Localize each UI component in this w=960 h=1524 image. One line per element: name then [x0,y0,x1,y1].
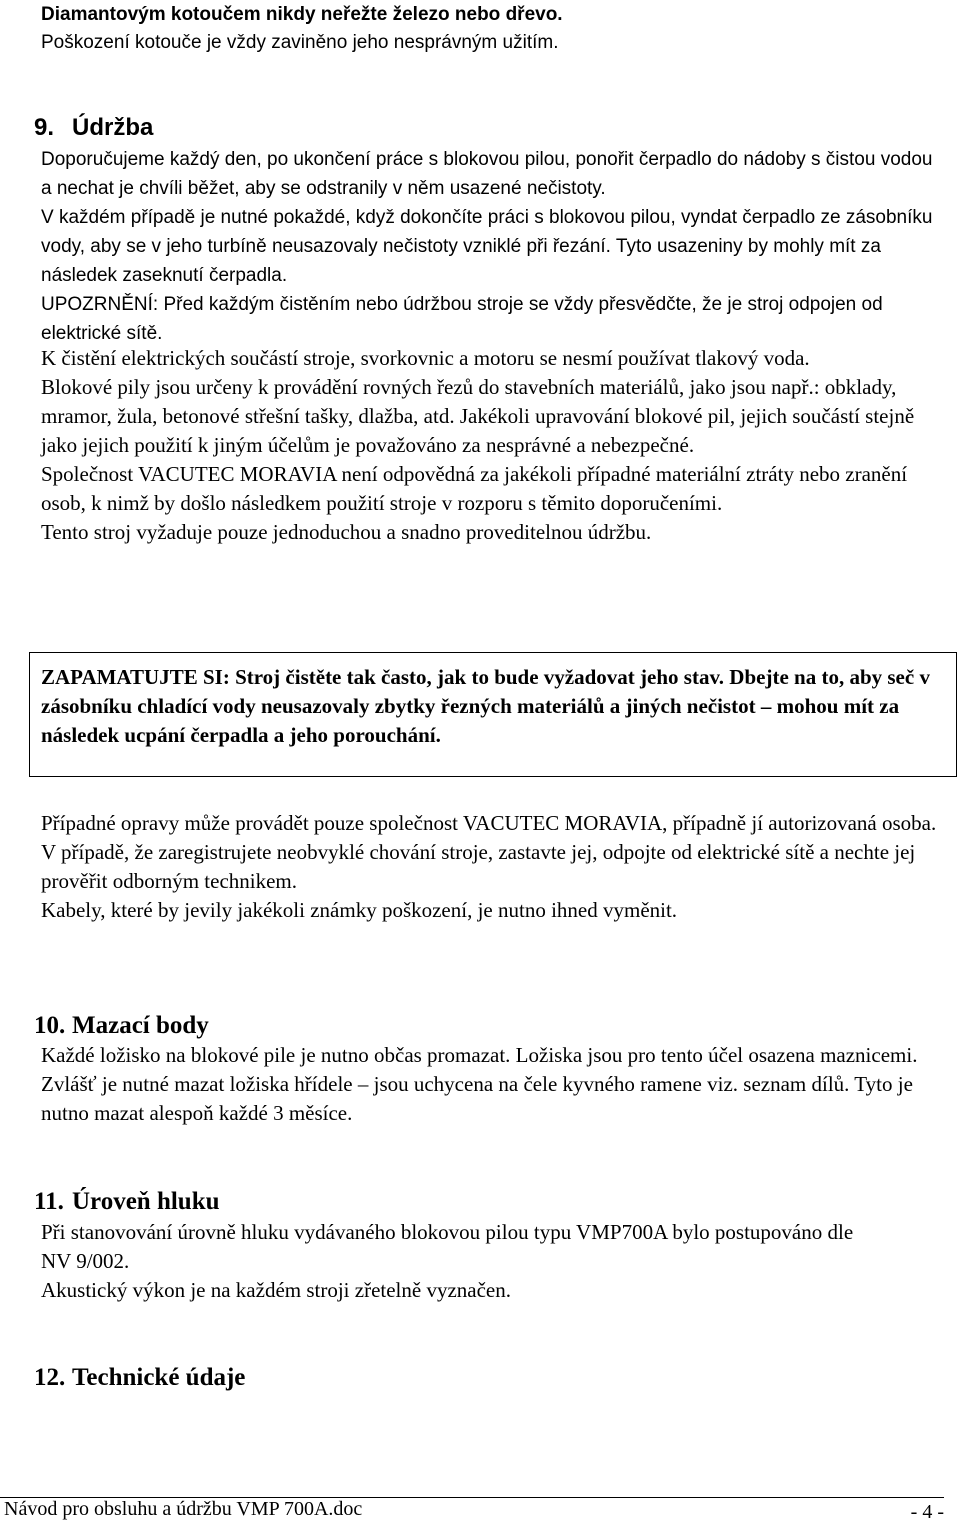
repairs-block [41,809,941,925]
repairs-paragraph-2: V případě, že zaregistrujete neobvyklé chování stroje, zastavte jej, odpojte od elektrické sítě a nechte jej prověřit odborným technikem. [41,840,916,893]
section-12-title: Technické údaje [72,1364,246,1391]
top-warning [41,1,563,57]
section-11-paragraph-1: Při stanovování úrovně hluku vydávaného blokovou pilou typu VMP700A bylo postupováno dle NV 9/002. [41,1220,854,1273]
section-12-heading [34,1363,245,1392]
section-11-body [41,1218,871,1305]
warning-line-2: Poškození kotouče je vždy zaviněno jeho nesprávným užitím. [41,32,559,53]
section-9-paragraph-4: K čistění elektrických součástí stroje, svorkovnic a motoru se nesmí používat tlakový voda. [41,346,810,370]
section-9-heading [34,113,153,142]
warning-line-1: Diamantovým kotoučem nikdy neřežte železo nebo dřevo. [41,4,563,25]
repairs-paragraph-3: Kabely, které by jevily jakékoli známky poškození, je nutno ihned vyměnit. [41,898,678,922]
section-9-body-serif [41,344,941,547]
section-12-number: 12. [34,1364,66,1391]
notice-text: ZAPAMATUJTE SI: Stroj čistěte tak často, jak to bude vyžadovat jeho stav. Dbejte na to, aby seč v zásobníku chladící vody neusazovaly zbytky řezných materiálů a jiných nečistot – mohou mít za následek ucpání čerpadla a jeho porouchání. [41,665,930,747]
section-10-number: 10. [34,1012,66,1039]
section-9-paragraph-1: Doporučujeme každý den, po ukončení práce s blokovou pilou, ponořit čerpadlo do nádoby s čistou vodou a nechat je chvíli běžet, aby se odstranily v něm usazené nečistoty. [41,149,933,199]
footer-document-name: Návod pro obsluhu a údržbu VMP 700A.doc [4,1498,363,1520]
section-10-text: Každé ložisko na blokové pile je nutno občas promazat. Ložiska jsou pro tento účel osazena maznicemi. Zvlášť je nutné mazat ložiska hřídele – jsou uchycena na čele kyvného ramene viz. seznam dílů. Tyto je nutno mazat alespoň každé 3 měsíce. [41,1043,918,1125]
section-9-paragraph-7: Tento stroj vyžaduje pouze jednoduchou a snadno proveditelnou údržbu. [41,520,652,544]
section-10-heading [34,1011,209,1040]
section-11-heading [34,1187,220,1216]
section-9-paragraph-2: V každém případě je nutné pokaždé, když dokončíte práci s blokovou pilou, vyndat čerpadlo ze zásobníku vody, aby se v jeho turbíně neusazovaly nečistoty vzniklé při řezání. Tyto usazeniny by mohly mít za následek zaseknutí čerpadla. [41,207,933,286]
section-9-number: 9. [34,114,55,141]
section-9-paragraph-5: Blokové pily jsou určeny k provádění rovných řezů do stavebních materiálů, jako jsou např.: obklady, mramor, žula, betonové střešní tašky, dlažba, atd. Jakékoli upravování blokové pil, jejich součástí stejně jako jejich použití k jiným účelům je považováno za nesprávné a nebezpečné. [41,375,915,457]
section-11-number: 11. [34,1188,64,1215]
repairs-paragraph-1: Případné opravy může provádět pouze společnost VACUTEC MORAVIA, případně jí autorizovaná osoba. [41,811,937,835]
section-10-title: Mazací body [72,1012,209,1039]
section-9-title: Údržba [72,114,154,141]
section-9-paragraph-6: Společnost VACUTEC MORAVIA není odpovědná za jakékoli případné materiální ztráty nebo zranění osob, k nimž by došlo následkem použití stroje v rozporu s těmito doporučeními. [41,462,908,515]
section-11-title: Úroveň hluku [72,1188,220,1215]
section-11-paragraph-2: Akustický výkon je na každém stroji zřetelně vyznačen. [41,1278,511,1302]
section-9-paragraph-3: UPOZRNĚNÍ: Před každým čistěním nebo údržbou stroje se vždy přesvědčte, že je stroj odpojen od elektrické sítě. [41,294,883,344]
section-10-body [41,1041,921,1128]
footer-page-number: - 4 - [910,1501,944,1523]
section-9-body [41,145,946,348]
